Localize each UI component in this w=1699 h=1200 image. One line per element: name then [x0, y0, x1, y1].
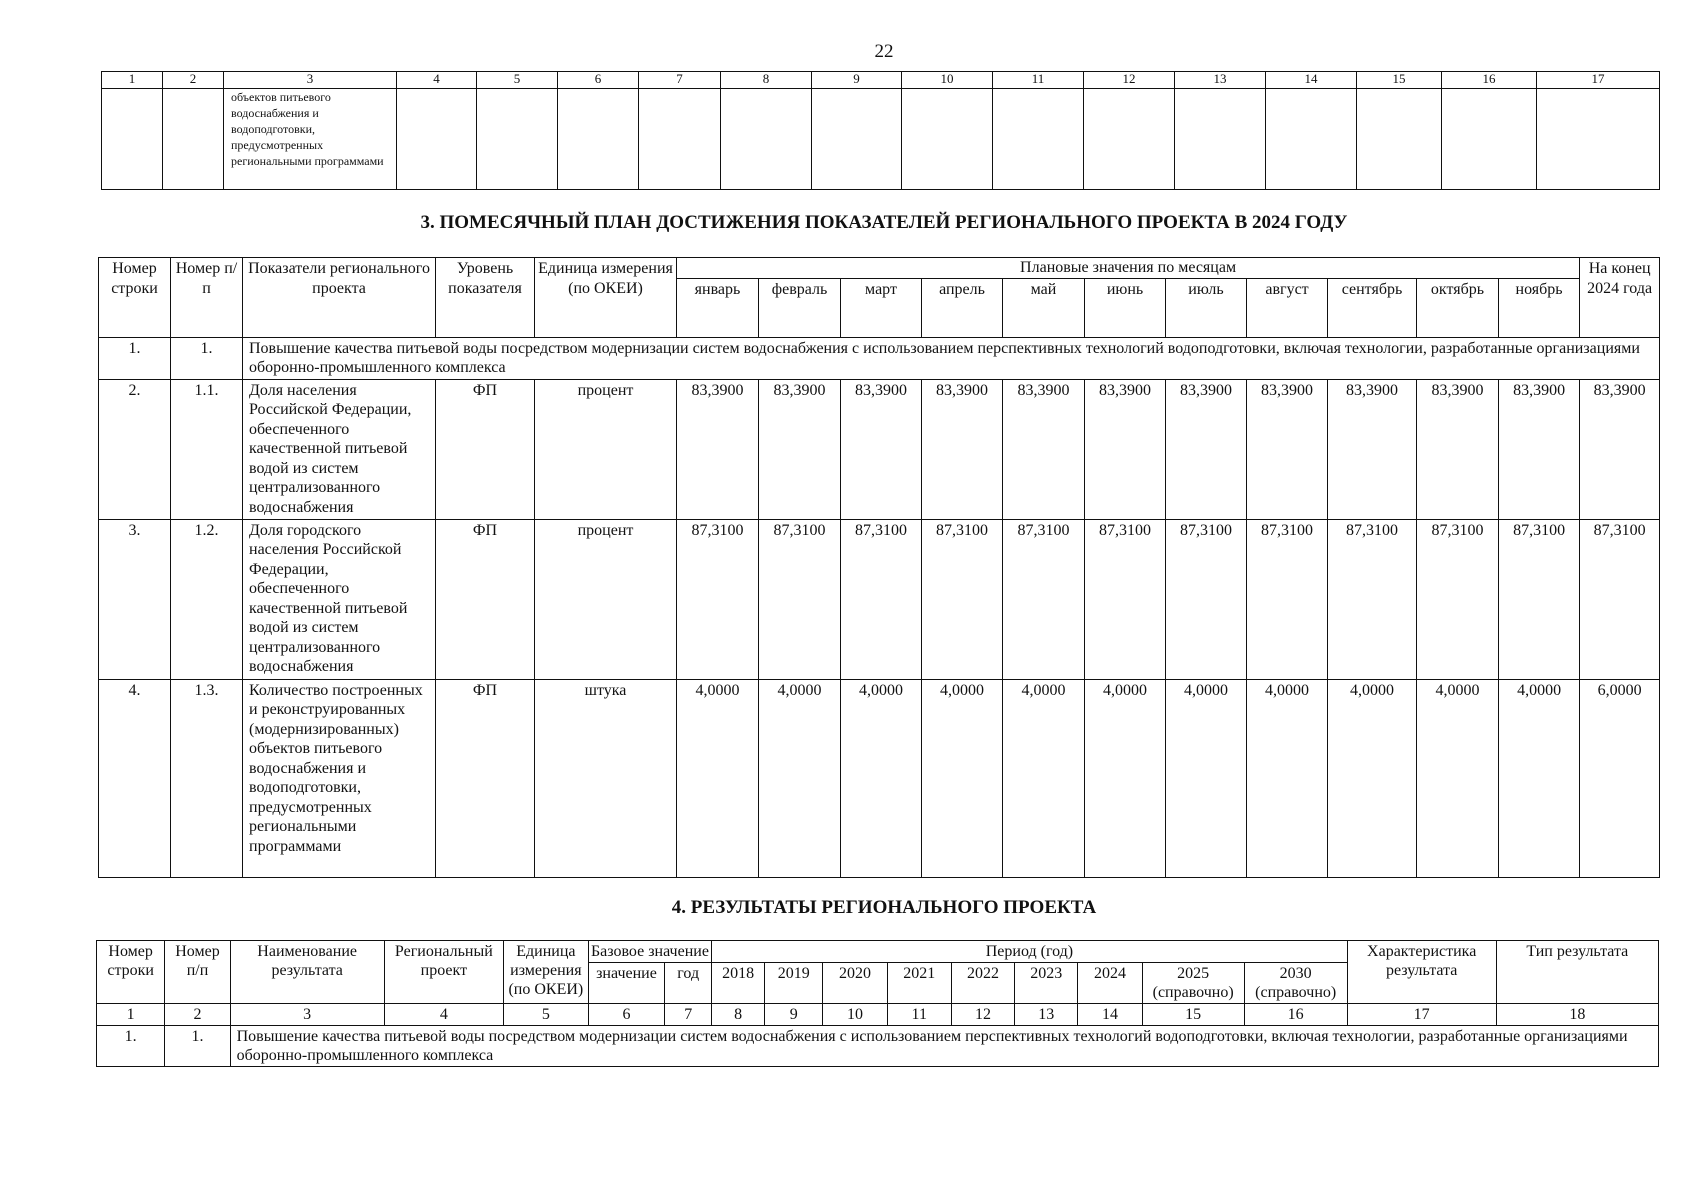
continuation-table	[101, 71, 1660, 190]
indicator-unit: процент	[535, 379, 677, 519]
empty-cell	[902, 89, 993, 190]
item-number: 1.2.	[171, 519, 243, 679]
value-cell: 4,0000	[1247, 679, 1328, 877]
column-number: 15	[1142, 1004, 1244, 1026]
column-number: 11	[993, 72, 1084, 89]
empty-cell	[1537, 89, 1660, 190]
header-result-name: Наименование результата	[230, 941, 384, 1004]
indicator-level: ФП	[436, 519, 535, 679]
table-row	[99, 519, 1660, 679]
monthly-plan-table	[98, 257, 1660, 878]
header-item-number: Номер п/п	[165, 941, 230, 1004]
value-cell: 87,3100	[922, 519, 1003, 679]
header-end-of-year: На конец 2024 года	[1580, 258, 1660, 338]
year-header: 2019	[765, 963, 823, 1004]
value-cell: 83,3900	[1085, 379, 1166, 519]
value-cell: 6,0000	[1580, 679, 1660, 877]
empty-cell	[812, 89, 902, 190]
column-number: 6	[588, 1004, 665, 1026]
value-cell: 4,0000	[1328, 679, 1417, 877]
month-header: июль	[1166, 278, 1247, 337]
column-number: 2	[165, 1004, 230, 1026]
value-cell: 87,3100	[1499, 519, 1580, 679]
column-number: 16	[1244, 1004, 1347, 1026]
section-4-title: 4. РЕЗУЛЬТАТЫ РЕГИОНАЛЬНОГО ПРОЕКТА	[671, 897, 1097, 918]
indicator-level: ФП	[436, 679, 535, 877]
empty-cell	[1442, 89, 1537, 190]
indicator-level: ФП	[436, 379, 535, 519]
table-row	[99, 679, 1660, 877]
section-3-title: 3. ПОМЕСЯЧНЫЙ ПЛАН ДОСТИЖЕНИЯ ПОКАЗАТЕЛЕЙ РЕГИОНАЛЬНОГО ПРОЕКТА В 2024 ГОДУ	[420, 212, 1348, 233]
value-cell: 83,3900	[677, 379, 759, 519]
header-base-value: Базовое значение	[588, 941, 711, 963]
item-number: 1.1.	[171, 379, 243, 519]
empty-cell	[1266, 89, 1357, 190]
column-number: 10	[823, 1004, 887, 1026]
goal-row	[99, 337, 1660, 379]
empty-cell	[1357, 89, 1442, 190]
empty-cell	[1175, 89, 1266, 190]
month-header: май	[1003, 278, 1085, 337]
value-cell: 83,3900	[922, 379, 1003, 519]
value-cell: 4,0000	[1003, 679, 1085, 877]
goal-text: Повышение качества питьевой воды посредством модернизации систем водоснабжения с использованием перспективных технологий водоподготовки, включая технологии, разработанные организациями оборонно-промышленного комплекса	[243, 337, 1660, 379]
header-indicators: Показатели регионального проекта	[243, 258, 436, 338]
column-number: 3	[224, 72, 397, 89]
goal-row	[97, 1026, 1659, 1067]
column-number: 13	[1175, 72, 1266, 89]
column-number-row	[102, 72, 1660, 89]
value-cell: 87,3100	[677, 519, 759, 679]
empty-cell	[477, 89, 558, 190]
indicator-name: Количество построенных и реконструированных (модернизированных) объектов питьевого водоснабжения и водоподготовки, предусмотренных региональными программами	[243, 679, 436, 877]
page-number: 22	[874, 41, 894, 62]
column-number: 12	[1084, 72, 1175, 89]
header-row	[99, 258, 1660, 279]
empty-cell	[163, 89, 224, 190]
header-unit: Единица измерения (по ОКЕИ)	[535, 258, 677, 338]
header-result-type: Тип результата	[1496, 941, 1658, 1004]
column-number: 17	[1347, 1004, 1496, 1026]
column-number: 1	[97, 1004, 165, 1026]
value-cell: 87,3100	[1580, 519, 1660, 679]
column-number: 8	[721, 72, 812, 89]
column-number: 10	[902, 72, 993, 89]
column-number: 7	[665, 1004, 712, 1026]
value-cell: 4,0000	[677, 679, 759, 877]
empty-cell	[721, 89, 812, 190]
header-base-value-year: год	[665, 963, 712, 1004]
value-cell: 83,3900	[1247, 379, 1328, 519]
month-header: январь	[677, 278, 759, 337]
month-header: апрель	[922, 278, 1003, 337]
header-base-value-value: значение	[588, 963, 665, 1004]
month-header: сентябрь	[1328, 278, 1417, 337]
value-cell: 87,3100	[1166, 519, 1247, 679]
value-cell: 87,3100	[1328, 519, 1417, 679]
column-number: 4	[384, 1004, 503, 1026]
column-number: 11	[887, 1004, 951, 1026]
empty-cell	[639, 89, 721, 190]
column-number: 13	[1015, 1004, 1078, 1026]
value-cell: 4,0000	[759, 679, 841, 877]
year-header: 2023	[1015, 963, 1078, 1004]
column-number: 5	[504, 1004, 589, 1026]
column-number-row	[97, 1004, 1659, 1026]
column-number: 15	[1357, 72, 1442, 89]
value-cell: 83,3900	[1580, 379, 1660, 519]
column-number: 18	[1496, 1004, 1658, 1026]
month-header: ноябрь	[1499, 278, 1580, 337]
empty-cell	[397, 89, 477, 190]
row-number: 1.	[97, 1026, 165, 1067]
header-row-number: Номер строки	[97, 941, 165, 1004]
column-number: 9	[765, 1004, 823, 1026]
column-number: 3	[230, 1004, 384, 1026]
year-header: 2024	[1078, 963, 1142, 1004]
year-header: 2022	[951, 963, 1014, 1004]
year-header: 2030 (справочно)	[1244, 963, 1347, 1004]
header-characteristic: Характеристика результата	[1347, 941, 1496, 1004]
value-cell: 83,3900	[1499, 379, 1580, 519]
header-row-number: Номер строки	[99, 258, 171, 338]
header-period: Период (год)	[712, 941, 1348, 963]
empty-cell	[558, 89, 639, 190]
month-header: октябрь	[1417, 278, 1499, 337]
header-row	[97, 941, 1659, 963]
value-cell: 87,3100	[1003, 519, 1085, 679]
value-cell: 87,3100	[1417, 519, 1499, 679]
empty-cell	[102, 89, 163, 190]
column-number: 6	[558, 72, 639, 89]
year-header: 2025 (справочно)	[1142, 963, 1244, 1004]
value-cell: 4,0000	[1417, 679, 1499, 877]
item-number: 1.	[171, 337, 243, 379]
value-cell: 83,3900	[1328, 379, 1417, 519]
empty-cell	[1084, 89, 1175, 190]
column-number: 5	[477, 72, 558, 89]
column-number: 14	[1266, 72, 1357, 89]
indicator-name: Доля городского населения Российской Федерации, обеспеченного качественной питьевой водой из систем централизованного водоснабжения	[243, 519, 436, 679]
value-cell: 83,3900	[1166, 379, 1247, 519]
year-header: 2020	[823, 963, 887, 1004]
column-number: 12	[951, 1004, 1014, 1026]
column-number: 17	[1537, 72, 1660, 89]
value-cell: 4,0000	[1166, 679, 1247, 877]
column-number: 8	[712, 1004, 765, 1026]
goal-text: Повышение качества питьевой воды посредством модернизации систем водоснабжения с использованием перспективных технологий водоподготовки, включая технологии, разработанные организациями оборонно-промышленного комплекса	[230, 1026, 1658, 1067]
table-row	[102, 89, 1660, 190]
value-cell: 87,3100	[1247, 519, 1328, 679]
indicator-unit: штука	[535, 679, 677, 877]
value-cell: 87,3100	[759, 519, 841, 679]
column-number: 14	[1078, 1004, 1142, 1026]
item-number: 1.3.	[171, 679, 243, 877]
month-header: июнь	[1085, 278, 1166, 337]
indicator-name: Доля населения Российской Федерации, обеспеченного качественной питьевой водой из систем централизованного водоснабжения	[243, 379, 436, 519]
value-cell: 4,0000	[922, 679, 1003, 877]
value-cell: 83,3900	[841, 379, 922, 519]
row-number: 3.	[99, 519, 171, 679]
header-planned-values: Плановые значения по месяцам	[677, 258, 1580, 279]
row-number: 2.	[99, 379, 171, 519]
column-number: 7	[639, 72, 721, 89]
value-cell: 83,3900	[1003, 379, 1085, 519]
column-number: 9	[812, 72, 902, 89]
table-row	[99, 379, 1660, 519]
header-regional-project: Региональный проект	[384, 941, 503, 1004]
value-cell: 4,0000	[1499, 679, 1580, 877]
month-header: август	[1247, 278, 1328, 337]
header-level: Уровень показателя	[436, 258, 535, 338]
year-header: 2021	[887, 963, 951, 1004]
value-cell: 83,3900	[759, 379, 841, 519]
indicator-unit: процент	[535, 519, 677, 679]
column-number: 16	[1442, 72, 1537, 89]
value-cell: 87,3100	[1085, 519, 1166, 679]
row-number: 1.	[99, 337, 171, 379]
value-cell: 87,3100	[841, 519, 922, 679]
header-unit: Единица измерения (по ОКЕИ)	[504, 941, 589, 1004]
value-cell: 4,0000	[841, 679, 922, 877]
item-number: 1.	[165, 1026, 230, 1067]
result-name-cell: объектов питьевого водоснабжения и водоподготовки, предусмотренных региональными программами	[224, 89, 397, 190]
header-item-number: Номер п/п	[171, 258, 243, 338]
year-header: 2018	[712, 963, 765, 1004]
results-table	[96, 940, 1659, 1067]
column-number: 2	[163, 72, 224, 89]
empty-cell	[993, 89, 1084, 190]
row-number: 4.	[99, 679, 171, 877]
column-number: 4	[397, 72, 477, 89]
month-header: март	[841, 278, 922, 337]
value-cell: 4,0000	[1085, 679, 1166, 877]
month-header: февраль	[759, 278, 841, 337]
value-cell: 83,3900	[1417, 379, 1499, 519]
column-number: 1	[102, 72, 163, 89]
